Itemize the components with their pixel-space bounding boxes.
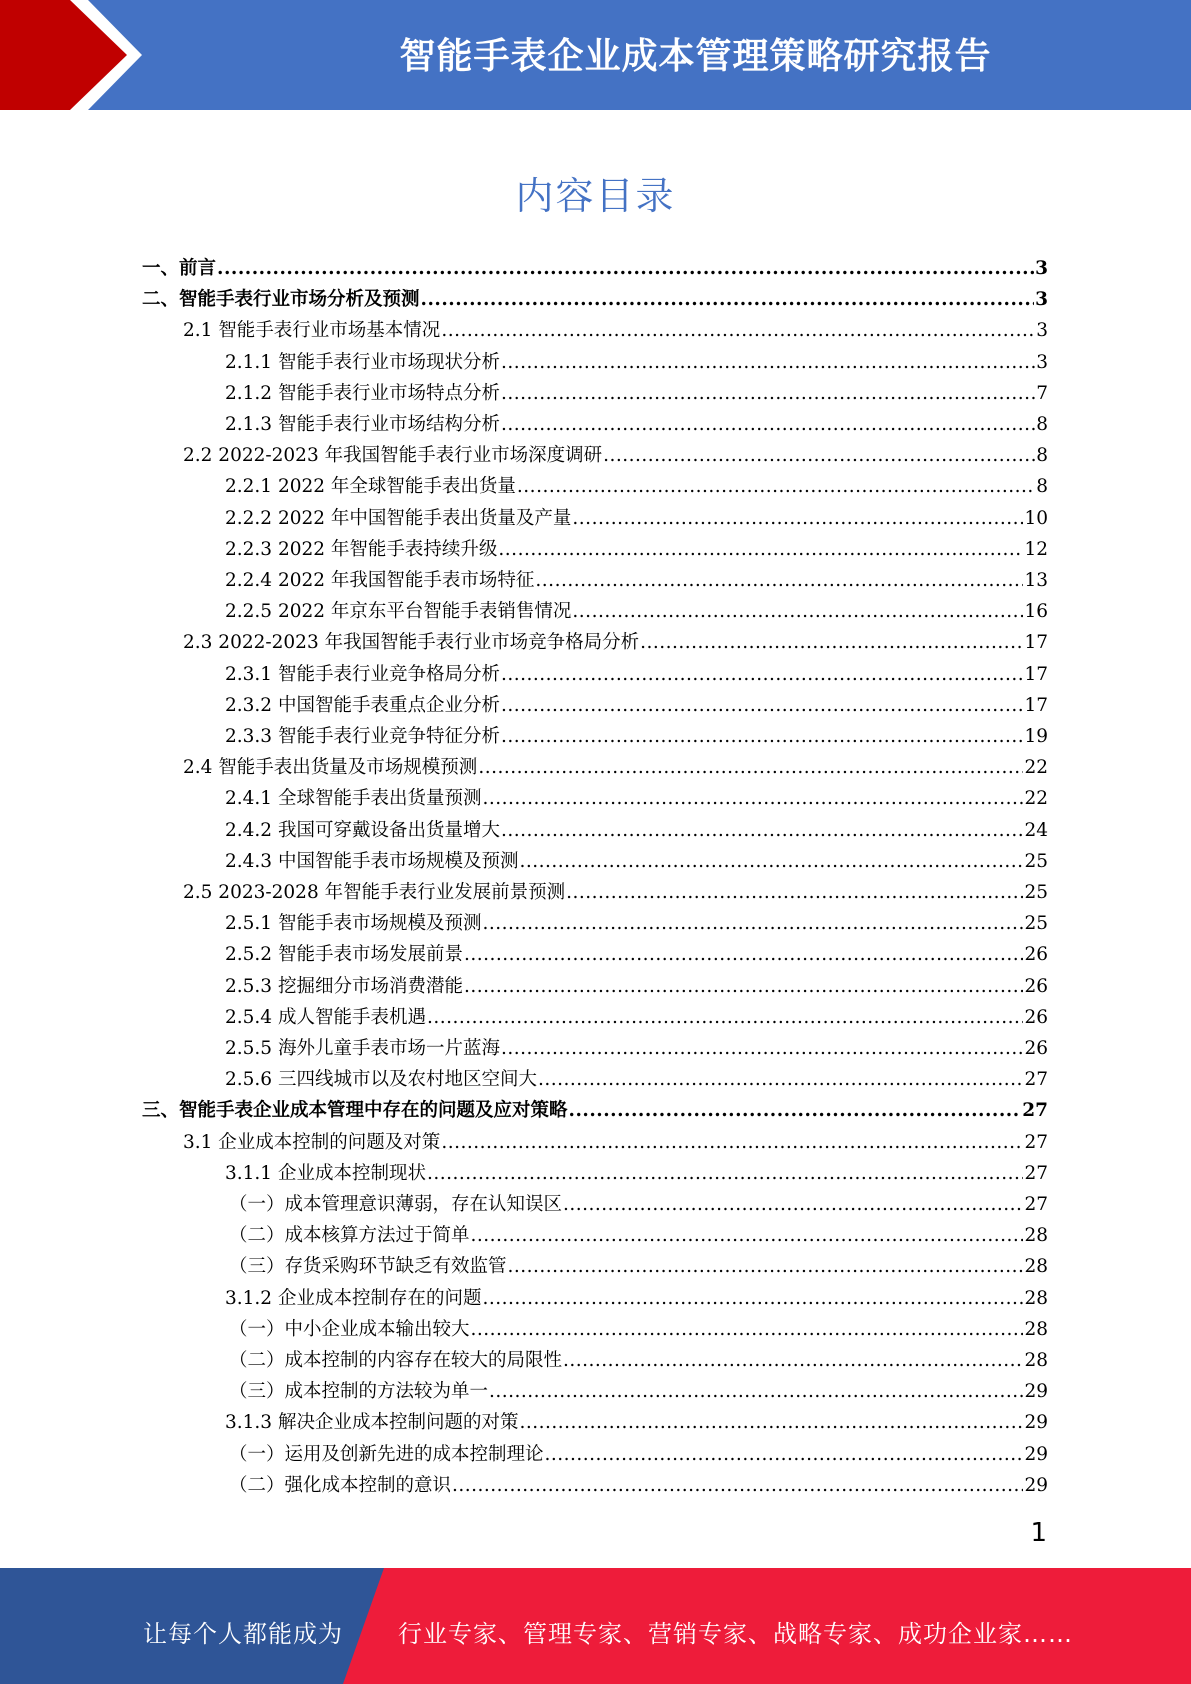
toc-entry-page: 3 (1036, 320, 1048, 342)
toc-entry[interactable] (225, 565, 1048, 596)
toc-entry-page: 28 (1024, 1225, 1048, 1247)
toc-entry-page: 27 (1024, 1069, 1048, 1091)
toc-entry-title: 3.1.1 企业成本控制现状 (225, 1162, 426, 1184)
toc-entry[interactable] (225, 1407, 1048, 1438)
header-chevron-graphic (0, 0, 160, 110)
toc-entry-page: 17 (1024, 632, 1048, 654)
toc-entry[interactable] (225, 846, 1048, 877)
toc-entry-page: 26 (1024, 975, 1048, 997)
toc-entry[interactable] (225, 815, 1048, 846)
page-number: 1 (1030, 1518, 1047, 1548)
toc-leader-dots (545, 1439, 1024, 1470)
toc-entry-page: 28 (1024, 1287, 1048, 1309)
toc-leader-dots (478, 752, 1023, 783)
toc-entry-title: 2.5 2023-2028 年智能手表行业发展前景预测 (183, 882, 566, 903)
toc-leader-dots (498, 534, 1023, 565)
toc-leader-dots (489, 1376, 1023, 1407)
toc-entry-title: 3.1.2 企业成本控制存在的问题 (225, 1287, 482, 1309)
toc-entry[interactable] (229, 1439, 1048, 1470)
toc-entry-title: 2.5.5 海外儿童手表市场一片蓝海 (225, 1038, 500, 1059)
toc-entry[interactable] (183, 315, 1048, 346)
toc-entry-title: 2.2.1 2022 年全球智能手表出货量 (225, 476, 516, 498)
toc-entry-title: 2.5.1 智能手表市场规模及预测 (225, 913, 482, 935)
toc-leader-dots (640, 627, 1023, 658)
toc-leader-dots (482, 1283, 1023, 1314)
toc-leader-dots (482, 783, 1023, 814)
toc-leader-dots (427, 1158, 1023, 1189)
toc-entry-page: 29 (1024, 1381, 1048, 1403)
toc-entry[interactable] (225, 908, 1048, 939)
toc-entry-title: 2.1.1 智能手表行业市场现状分析 (225, 351, 500, 373)
toc-entry-page: 25 (1024, 913, 1048, 935)
toc-entry[interactable] (229, 1314, 1048, 1345)
toc-entry-page: 8 (1036, 476, 1048, 498)
toc-entry-title: 2.5.3 挖掘细分市场消费潜能 (225, 975, 463, 997)
toc-entry-title: 二、智能手表行业市场分析及预测 (142, 289, 420, 311)
toc-entry-page: 26 (1024, 1038, 1048, 1059)
toc-entry[interactable] (183, 752, 1048, 783)
toc-entry-title: 2.1.3 智能手表行业市场结构分析 (225, 414, 500, 435)
toc-leader-dots (501, 347, 1035, 378)
toc-leader-dots (441, 1127, 1023, 1158)
toc-leader-dots (464, 939, 1023, 970)
toc-entry-page: 28 (1024, 1318, 1048, 1340)
toc-entry-title: 2.3.3 智能手表行业竞争特征分析 (225, 726, 500, 747)
toc-heading: 内容目录 (515, 174, 676, 218)
toc-leader-dots (566, 877, 1023, 908)
toc-entry-page: 25 (1024, 882, 1048, 903)
toc-leader-dots (603, 440, 1035, 471)
toc-leader-dots (471, 1220, 1024, 1251)
toc-entry[interactable] (142, 284, 1048, 315)
toc-entry-page: 27 (1024, 1131, 1048, 1153)
toc-entry[interactable] (183, 1127, 1048, 1158)
toc-entry-page: 16 (1024, 601, 1048, 623)
toc-entry[interactable] (229, 1189, 1048, 1220)
toc-leader-dots (501, 690, 1023, 721)
toc-entry[interactable] (225, 721, 1048, 752)
toc-entry-title: 2.4.1 全球智能手表出货量预测 (225, 788, 482, 810)
toc-leader-dots (535, 565, 1023, 596)
toc-entry[interactable] (225, 1064, 1048, 1095)
toc-entry[interactable] (225, 1033, 1048, 1064)
toc-entry[interactable] (229, 1251, 1048, 1282)
toc-leader-dots (563, 1189, 1023, 1220)
toc-entry[interactable] (225, 378, 1048, 409)
toc-leader-dots (427, 1002, 1023, 1033)
toc-entry[interactable] (183, 877, 1048, 908)
toc-entry-title: 2.5.4 成人智能手表机遇 (225, 1006, 426, 1028)
toc-entry[interactable] (183, 440, 1048, 471)
toc-entry[interactable] (225, 1002, 1048, 1033)
toc-leader-dots (441, 315, 1035, 346)
toc-entry-page: 29 (1024, 1474, 1048, 1496)
toc-entry-title: 2.1 智能手表行业市场基本情况 (183, 320, 441, 342)
toc-entry[interactable] (229, 1220, 1048, 1251)
toc-leader-dots (572, 503, 1023, 534)
toc-entry-title: 2.2.3 2022 年智能手表持续升级 (225, 538, 498, 560)
toc-leader-dots (508, 1251, 1024, 1282)
toc-entry-page: 27 (1024, 1162, 1048, 1184)
toc-leader-dots (482, 908, 1023, 939)
toc-entry-page: 29 (1024, 1412, 1048, 1434)
toc-entry-title: （二）成本控制的内容存在较大的局限性 (229, 1350, 563, 1371)
toc-entry[interactable] (225, 409, 1048, 440)
toc-entry-title: 2.5.6 三四线城市以及农村地区空间大 (225, 1069, 537, 1091)
toc-entry-title: 2.3.2 中国智能手表重点企业分析 (225, 694, 500, 716)
toc-entry[interactable] (225, 1158, 1048, 1189)
toc-entry-page: 10 (1024, 507, 1048, 529)
page-header (0, 0, 1191, 110)
toc-entry-title: 3.1 企业成本控制的问题及对策 (183, 1131, 441, 1153)
toc-entry[interactable] (225, 596, 1048, 627)
toc-entry-page: 26 (1024, 1006, 1048, 1028)
toc-entry-page: 25 (1024, 850, 1048, 872)
toc-entry-title: 一、前言 (142, 258, 217, 279)
toc-leader-dots (519, 1407, 1023, 1438)
toc-entry[interactable] (225, 971, 1048, 1002)
toc-leader-dots (569, 1095, 1022, 1126)
toc-entry-page: 17 (1024, 694, 1048, 716)
toc-entry[interactable] (229, 1345, 1048, 1376)
toc-leader-dots (464, 971, 1023, 1002)
toc-entry[interactable] (225, 471, 1048, 502)
toc-entry-title: 2.5.2 智能手表市场发展前景 (225, 944, 463, 966)
toc-entry-page: 19 (1024, 726, 1048, 747)
page-footer (0, 1568, 1191, 1684)
toc-entry[interactable] (225, 659, 1048, 690)
toc-entry-page: 28 (1024, 1256, 1048, 1278)
toc-leader-dots (471, 1314, 1024, 1345)
toc-entry-title: 2.4 智能手表出货量及市场规模预测 (183, 757, 478, 779)
toc-entry-page: 26 (1024, 944, 1048, 966)
toc-entry-page: 13 (1024, 570, 1048, 591)
toc-entry[interactable] (142, 1095, 1048, 1126)
toc-entry-title: 2.2.4 2022 年我国智能手表市场特征 (225, 570, 535, 591)
toc-entry[interactable] (225, 503, 1048, 534)
toc-entry-page: 24 (1024, 819, 1048, 841)
toc-entry-page: 3 (1036, 351, 1048, 373)
footer-slogan-right: 行业专家、管理专家、营销专家、战略专家、成功企业家…… (398, 1620, 1073, 1648)
toc-entry-title: 2.2 2022-2023 年我国智能手表行业市场深度调研 (183, 445, 603, 467)
toc-entry-page: 7 (1036, 382, 1048, 404)
toc-leader-dots (517, 471, 1035, 502)
toc-leader-dots (501, 815, 1023, 846)
toc-entry-title: （二）成本核算方法过于简单 (229, 1225, 470, 1247)
toc-leader-dots (538, 1064, 1023, 1095)
toc-entry-title: 3.1.3 解决企业成本控制问题的对策 (225, 1412, 519, 1434)
toc-entry-title: 2.2.2 2022 年中国智能手表出货量及产量 (225, 507, 572, 529)
toc-entry-page: 22 (1024, 788, 1048, 810)
toc-entry-page: 17 (1024, 663, 1048, 685)
toc-entry[interactable] (225, 690, 1048, 721)
toc-entry[interactable] (229, 1470, 1048, 1501)
toc-entry-title: （三）成本控制的方法较为单一 (229, 1381, 489, 1403)
toc-leader-dots (501, 378, 1035, 409)
toc-entry-title: （一）运用及创新先进的成本控制理论 (229, 1443, 544, 1465)
toc-entry-page: 8 (1036, 414, 1048, 435)
toc-leader-dots (563, 1345, 1023, 1376)
toc-entry-title: 2.4.3 中国智能手表市场规模及预测 (225, 850, 519, 872)
toc-entry[interactable] (225, 939, 1048, 970)
toc-entry-page: 3 (1035, 258, 1048, 279)
toc-leader-dots (501, 1033, 1023, 1064)
toc-entry-title: （二）强化成本控制的意识 (229, 1474, 452, 1496)
report-title: 智能手表企业成本管理策略研究报告 (399, 36, 992, 77)
toc-entry-title: 2.3 2022-2023 年我国智能手表行业市场竞争格局分析 (183, 632, 640, 654)
toc-entry-page: 12 (1024, 538, 1048, 560)
toc-leader-dots (501, 659, 1023, 690)
toc-entry[interactable] (183, 627, 1048, 658)
toc-entry-title: 三、智能手表企业成本管理中存在的问题及应对策略 (142, 1100, 568, 1122)
toc-entry-title: （一）成本管理意识薄弱，存在认知误区 (229, 1194, 563, 1215)
toc-entry-page: 27 (1022, 1100, 1048, 1122)
toc-leader-dots (501, 721, 1023, 752)
toc-entry-page: 29 (1024, 1443, 1048, 1465)
toc-leader-dots (421, 284, 1035, 315)
toc-entry-title: （三）存货采购环节缺乏有效监管 (229, 1256, 507, 1278)
toc-entry-title: （一）中小企业成本输出较大 (229, 1318, 470, 1340)
footer-slogan-left: 让每个人都能成为 (143, 1620, 343, 1648)
toc-leader-dots (572, 596, 1023, 627)
toc-entry[interactable] (142, 253, 1048, 284)
toc-entry-page: 27 (1024, 1194, 1048, 1215)
toc-entry[interactable] (225, 534, 1048, 565)
toc-entry[interactable] (225, 783, 1048, 814)
toc-leader-dots (519, 846, 1023, 877)
toc-entry[interactable] (229, 1376, 1048, 1407)
toc-entry-title: 2.1.2 智能手表行业市场特点分析 (225, 382, 500, 404)
toc-entry-title: 2.4.2 我国可穿戴设备出货量增大 (225, 819, 500, 841)
toc-entry-page: 8 (1036, 445, 1048, 467)
toc-leader-dots (452, 1470, 1023, 1501)
toc-entry[interactable] (225, 1283, 1048, 1314)
toc-entry-title: 2.2.5 2022 年京东平台智能手表销售情况 (225, 601, 572, 623)
toc-entry-title: 2.3.1 智能手表行业竞争格局分析 (225, 663, 500, 685)
toc-leader-dots (217, 253, 1034, 284)
toc-entry-page: 22 (1024, 757, 1048, 779)
toc-entry[interactable] (225, 347, 1048, 378)
toc-entry-page: 28 (1024, 1350, 1048, 1371)
toc-leader-dots (501, 409, 1035, 440)
toc-entry-page: 3 (1035, 289, 1048, 311)
